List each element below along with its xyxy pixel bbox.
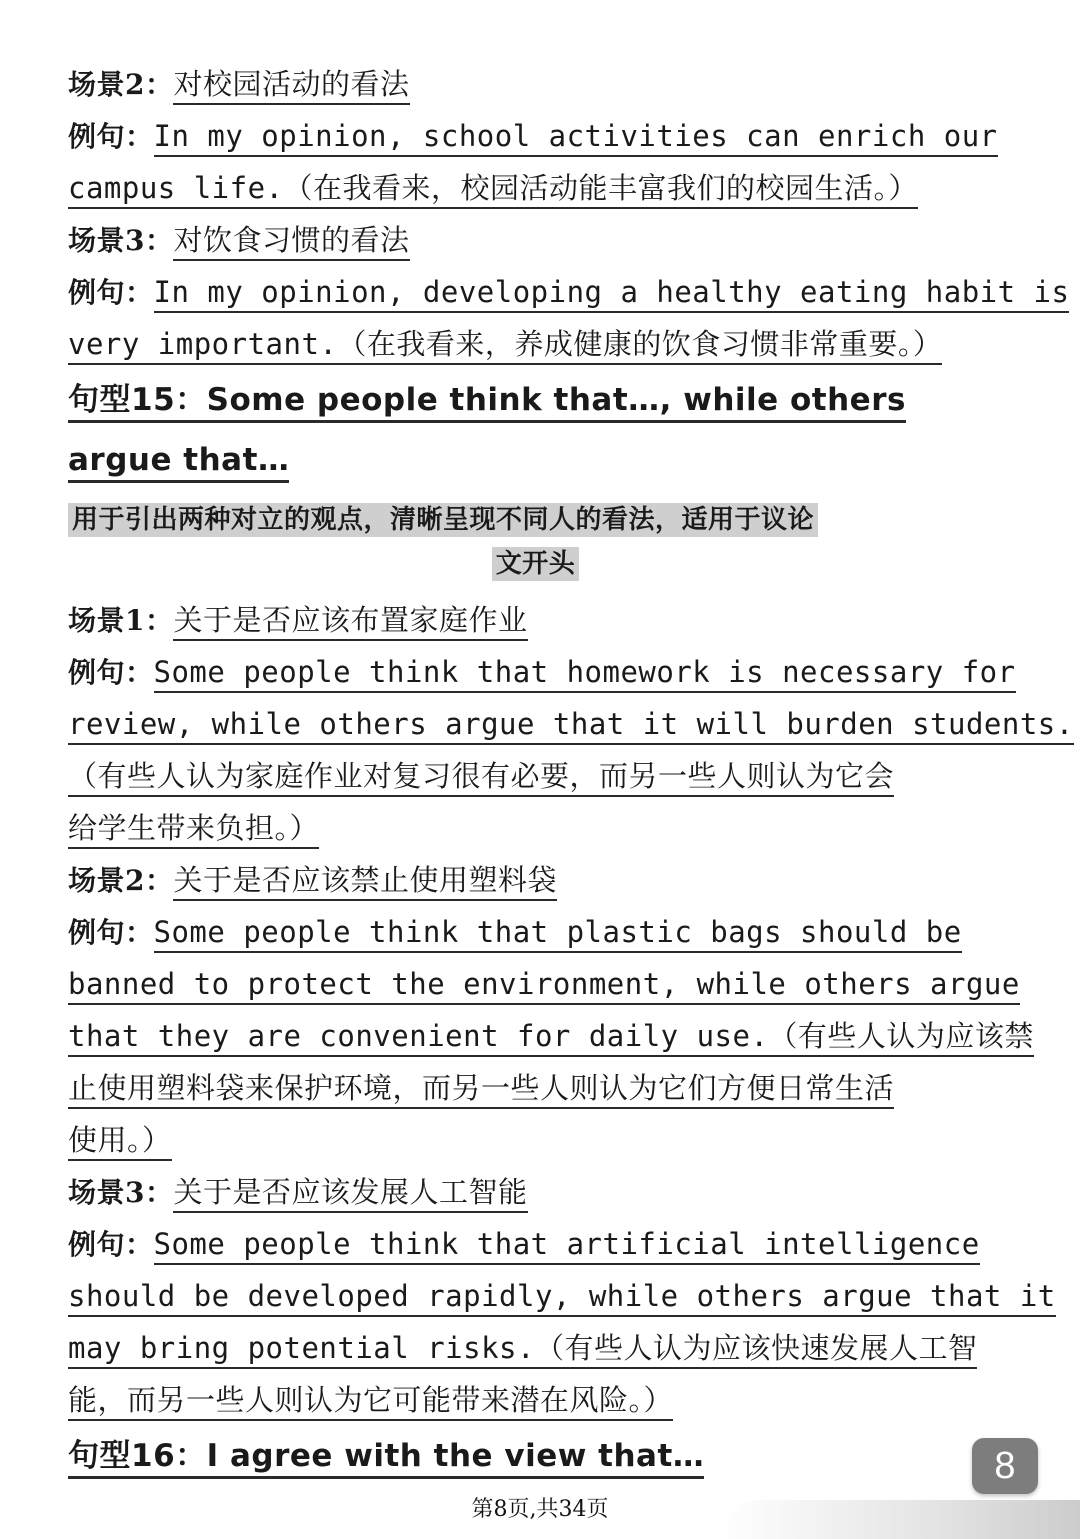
scene-line bbox=[68, 58, 1003, 110]
example-label: 例句： bbox=[68, 120, 154, 153]
pattern-title: 句型16：I agree with the view that… bbox=[68, 1438, 704, 1479]
example-line bbox=[68, 110, 1003, 162]
example-label: 例句： bbox=[68, 656, 154, 689]
example-text: review, while others argue that it will burden students. bbox=[68, 707, 1074, 745]
scene-topic: 对校园活动的看法 bbox=[173, 67, 409, 105]
example-line bbox=[68, 162, 1003, 214]
scene-label: 场景3： bbox=[68, 224, 174, 257]
document-body bbox=[68, 58, 1074, 1486]
scene-line bbox=[68, 1166, 1003, 1218]
example-line bbox=[68, 802, 1003, 854]
example-text: should be developed rapidly, while others argue that it bbox=[68, 1279, 1056, 1317]
example-line bbox=[68, 318, 1003, 370]
example-line bbox=[68, 266, 1070, 318]
scene-line bbox=[68, 214, 1003, 266]
scene-topic: 关于是否应该布置家庭作业 bbox=[173, 603, 527, 641]
example-label: 例句： bbox=[68, 1228, 154, 1261]
example-line bbox=[68, 1062, 1003, 1114]
page-number-badge: 8 bbox=[972, 1438, 1038, 1494]
scene-label: 场景2： bbox=[68, 68, 174, 101]
pattern-heading bbox=[68, 370, 1003, 430]
example-text: very important.（在我看来，养成健康的饮食习惯非常重要。） bbox=[68, 327, 942, 365]
example-text: may bring potential risks.（有些人认为应该快速发展人工智 bbox=[68, 1331, 977, 1369]
example-text: Some people think that homework is necessary for bbox=[154, 655, 1016, 693]
scene-line bbox=[68, 854, 1003, 906]
usage-text: 用于引出两种对立的观点，清晰呈现不同人的看法，适用于议论 bbox=[68, 503, 818, 537]
example-text: 止使用塑料袋来保护环境，而另一些人则认为它们方便日常生活 bbox=[68, 1071, 894, 1109]
pattern-heading bbox=[68, 1426, 1003, 1486]
pattern-title: 句型15：Some people think that…, while others bbox=[68, 382, 906, 423]
usage-note bbox=[68, 542, 1003, 586]
example-line bbox=[68, 1270, 1056, 1322]
example-text: 能，而另一些人则认为它可能带来潜在风险。） bbox=[68, 1383, 673, 1421]
scene-line bbox=[68, 594, 1003, 646]
pattern-title: argue that… bbox=[68, 442, 289, 483]
example-text: Some people think that plastic bags should be bbox=[154, 915, 962, 953]
example-line bbox=[68, 1322, 1003, 1374]
example-text: 给学生带来负担。） bbox=[68, 811, 319, 849]
example-line bbox=[68, 1114, 1003, 1166]
example-text: banned to protect the environment, while others argue bbox=[68, 967, 1020, 1005]
example-text: In my opinion, school activities can enrich our bbox=[154, 119, 998, 157]
pattern-heading bbox=[68, 430, 1003, 490]
example-label: 例句： bbox=[68, 916, 154, 949]
example-text: 使用。） bbox=[68, 1123, 172, 1161]
usage-note bbox=[68, 498, 1003, 542]
usage-text: 文开头 bbox=[492, 547, 580, 581]
scene-label: 场景2： bbox=[68, 864, 174, 897]
example-text: In my opinion, developing a healthy eating habit is bbox=[154, 275, 1070, 313]
example-text: campus life.（在我看来，校园活动能丰富我们的校园生活。） bbox=[68, 171, 918, 209]
page-footer: 第8页,共34页 bbox=[471, 1497, 609, 1522]
example-text: （有些人认为家庭作业对复习很有必要，而另一些人则认为它会 bbox=[68, 759, 894, 797]
example-text: that they are convenient for daily use.（有些人认为应该禁 bbox=[68, 1019, 1034, 1057]
example-text: Some people think that artificial intelligence bbox=[154, 1227, 980, 1265]
scene-topic: 对饮食习惯的看法 bbox=[173, 223, 409, 261]
scene-label: 场景1： bbox=[68, 604, 174, 637]
scene-topic: 关于是否应该禁止使用塑料袋 bbox=[173, 863, 557, 901]
example-line bbox=[68, 1218, 1003, 1270]
example-line bbox=[68, 1374, 1003, 1426]
example-line bbox=[68, 906, 1003, 958]
example-line bbox=[68, 958, 1020, 1010]
example-line bbox=[68, 698, 1074, 750]
example-line bbox=[68, 646, 1016, 698]
example-label: 例句： bbox=[68, 276, 154, 309]
example-line bbox=[68, 750, 1003, 802]
example-line bbox=[68, 1010, 1034, 1062]
scene-label: 场景3： bbox=[68, 1176, 174, 1209]
scene-topic: 关于是否应该发展人工智能 bbox=[173, 1175, 527, 1213]
